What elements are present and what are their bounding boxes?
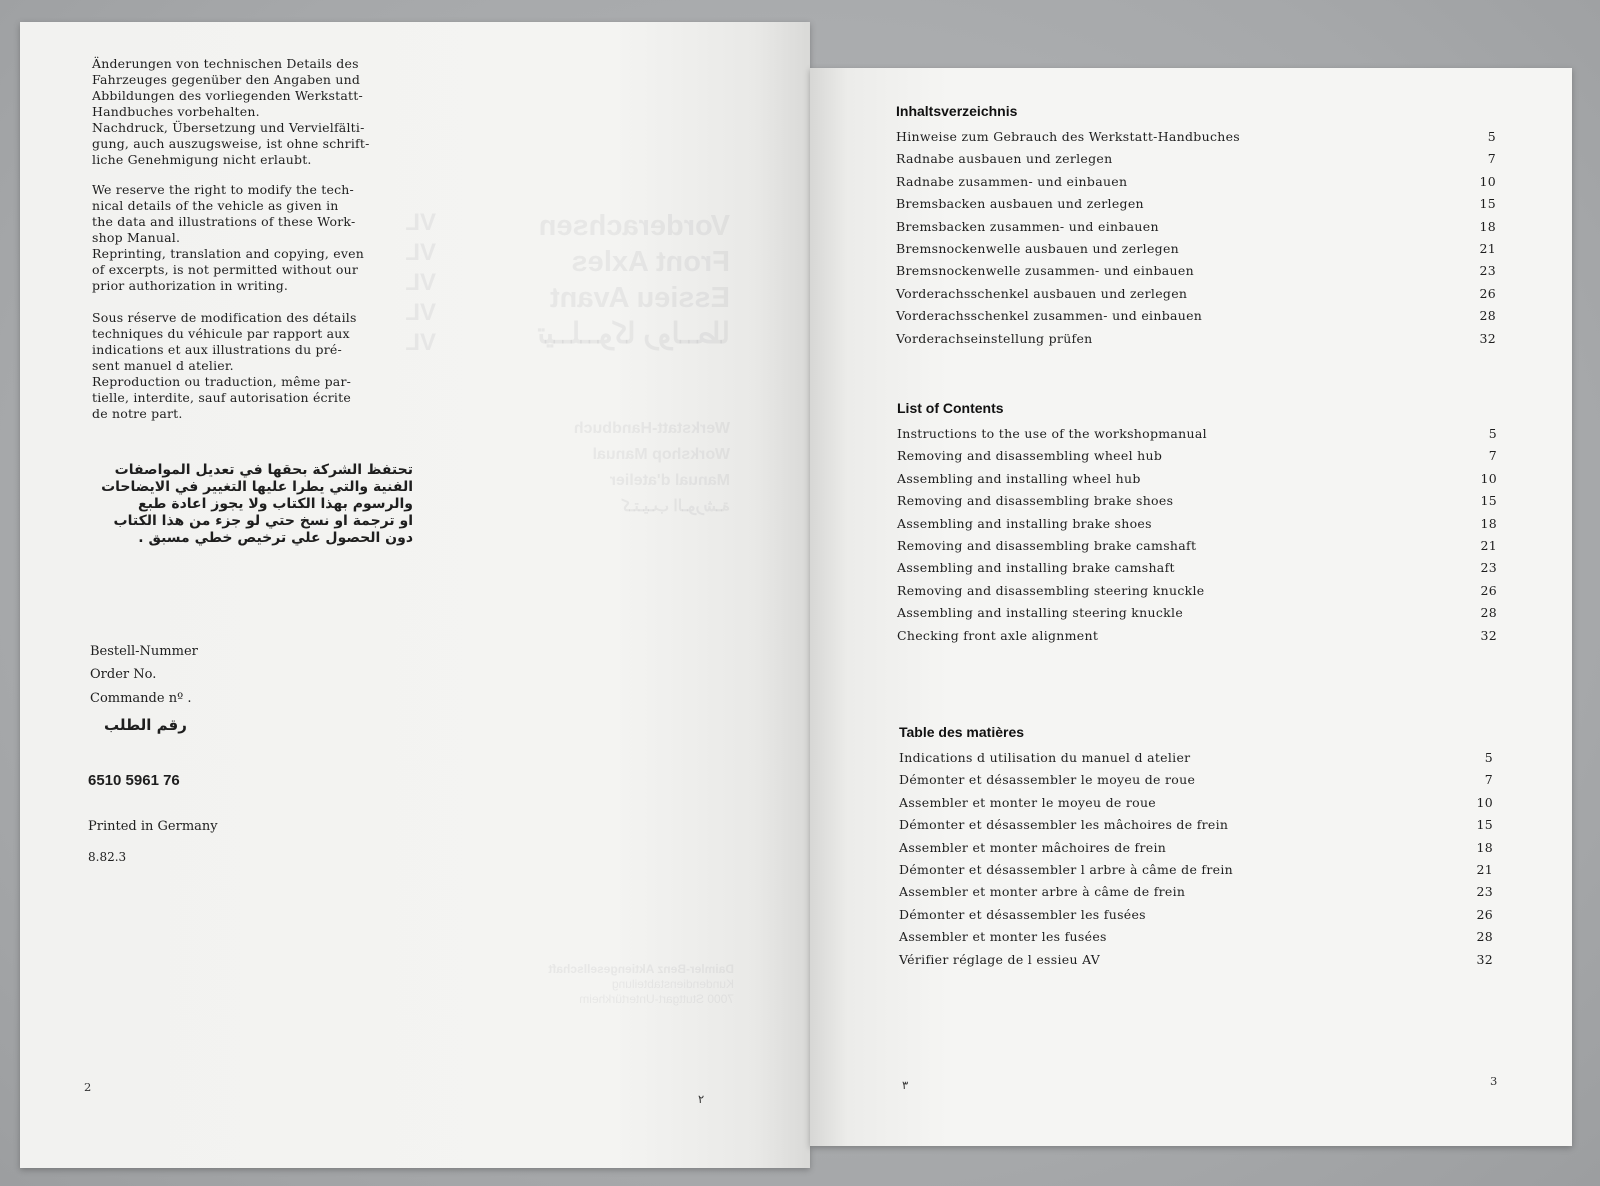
toc-entry-title: Vérifier réglage de l essieu AV xyxy=(899,951,1101,967)
right-page xyxy=(810,68,1572,1146)
legal-notice-ar-line: او ترجمة او نسخ حتي لو جزء من هذا الكتاب xyxy=(113,513,413,529)
showthrough-publisher-line: 7000 Stuttgart-Untertürkheim xyxy=(579,992,734,1006)
toc-entry xyxy=(897,493,1497,515)
showthrough-subtitle-line: Workshop Manual xyxy=(592,446,730,463)
toc-entry xyxy=(899,795,1493,817)
toc-entry xyxy=(897,560,1497,582)
toc-entry-page: 10 xyxy=(1479,173,1496,189)
toc-entry xyxy=(899,907,1493,929)
toc-section-de xyxy=(896,103,1496,353)
legal-notice-ar-line: الفنية والتي يطرا عليها التغيير في الايضاحات xyxy=(101,479,413,495)
toc-entry-title: Checking front axle alignment xyxy=(897,627,1099,643)
toc-entry xyxy=(897,516,1497,538)
order-label-ar: رقم الطلب xyxy=(104,716,187,734)
toc-entry-page: 7 xyxy=(1487,151,1496,167)
showthrough-subtitle-line: كـتـيـب الـورشـة xyxy=(621,498,730,515)
toc-entry-page: 26 xyxy=(1479,285,1496,301)
toc-entry xyxy=(896,331,1496,353)
toc-entry-page: 26 xyxy=(1476,906,1493,922)
toc-entry-page: 23 xyxy=(1476,884,1493,900)
legal-notice-text: Änderungen von technischen Details des Fahrzeuges gegenüber den Angaben und Abbildungen des vorliegenden Werkstatt- Handbuches vorbehalten. Nachdruck, Übersetzung und Vervielfälti- gung, auch auszugsweise, ist ohne schrift- liche Genehmigung nicht erlaubt. xyxy=(92,56,370,167)
toc-entry-title: Démonter et désassembler les mâchoires de frein xyxy=(899,817,1229,833)
toc-entry xyxy=(897,583,1497,605)
toc-entry xyxy=(897,426,1497,448)
legal-notice-ar-line: والرسوم بهذا الكتاب ولا يجوز اعادة طبع xyxy=(138,496,413,512)
left-page xyxy=(20,22,810,1168)
toc-entry-page: 21 xyxy=(1479,240,1496,256)
toc-entry xyxy=(896,151,1496,173)
toc-entry-page: 7 xyxy=(1488,448,1497,464)
toc-entry-page: 15 xyxy=(1479,196,1496,212)
toc-entry-title: Removing and disassembling steering knuckle xyxy=(897,582,1205,598)
toc-entry-page: 5 xyxy=(1484,750,1493,765)
toc-entry-page: 28 xyxy=(1479,308,1496,324)
toc-entry-title: Vorderachseinstellung prüfen xyxy=(896,330,1093,346)
toc-entry-page: 21 xyxy=(1476,861,1493,877)
legal-notice-text: Sous réserve de modification des détails techniques du véhicule par rapport aux indications et aux illustrations du pré- sent manuel d atelier. Reproduction ou traduction, même par- tielle, interdite, sauf autorisation écrite de notre part. xyxy=(92,310,357,421)
order-label-fr: Commande nº . xyxy=(90,691,192,706)
toc-entry xyxy=(896,308,1496,330)
toc-entry-title: Bremsbacken zusammen- und einbauen xyxy=(896,218,1159,234)
order-label-de: Bestell-Nummer xyxy=(90,644,198,659)
toc-entry-title: Radnabe zusammen- und einbauen xyxy=(896,173,1128,189)
toc-entry-page: 23 xyxy=(1479,263,1496,279)
toc-entry-title: Assembling and installing brake shoes xyxy=(897,515,1152,531)
showthrough-code: VL xyxy=(405,239,436,266)
toc-entry xyxy=(896,129,1496,151)
toc-entry-title: Instructions to the use of the workshopmanual xyxy=(897,426,1207,441)
toc-entry-title: Démonter et désassembler les fusées xyxy=(899,906,1146,922)
showthrough-code: VL xyxy=(405,269,436,296)
toc-entry-page: 18 xyxy=(1476,839,1493,855)
showthrough-code: VL xyxy=(405,299,436,326)
toc-entry-title: Bremsnockenwelle zusammen- und einbauen xyxy=(896,263,1194,279)
toc-heading: List of Contents xyxy=(897,400,1004,416)
toc-entry xyxy=(896,219,1496,241)
print-code: 8.82.3 xyxy=(88,850,127,864)
toc-entry xyxy=(896,263,1496,285)
legal-notice-en xyxy=(92,182,412,294)
toc-entry xyxy=(897,538,1497,560)
toc-entry-title: Bremsbacken ausbauen und zerlegen xyxy=(896,196,1144,212)
toc-entry-page: 18 xyxy=(1480,515,1497,531)
toc-entry xyxy=(897,471,1497,493)
toc-entry xyxy=(899,929,1493,951)
toc-entry-title: Assembler et monter les fusées xyxy=(899,929,1107,945)
page-number-ar: ٣ xyxy=(902,1078,909,1092)
toc-entry-page: 18 xyxy=(1479,218,1496,234)
showthrough-title-line: Essieu Avant xyxy=(550,282,730,314)
showthrough-publisher-line: Daimler-Benz Aktiengesellschaft xyxy=(548,962,734,976)
showthrough-subtitle xyxy=(540,416,730,520)
showthrough-code: VL xyxy=(405,209,436,236)
toc-entry-title: Assembler et monter arbre à câme de frein xyxy=(899,884,1186,900)
toc-entry xyxy=(899,840,1493,862)
toc-entry-page: 5 xyxy=(1488,426,1497,441)
toc-entry-page: 32 xyxy=(1479,330,1496,346)
toc-entry-title: Assembling and installing wheel hub xyxy=(897,470,1141,486)
toc-entry xyxy=(899,750,1493,772)
toc-entry-page: 15 xyxy=(1480,493,1497,509)
legal-notice-ar-line: دون الحصول علي ترخيص خطي مسبق . xyxy=(138,530,413,546)
toc-entry-title: Hinweise zum Gebrauch des Werkstatt-Handbuches xyxy=(896,129,1241,144)
showthrough-publisher-line: Kundendienstabteilung xyxy=(611,977,734,991)
showthrough-title-line: تيــلــوكا رولــطا xyxy=(537,318,730,350)
legal-notice-de xyxy=(92,56,412,168)
showthrough-title-line: Front Axles xyxy=(571,246,730,278)
toc-entry-page: 28 xyxy=(1480,605,1497,621)
toc-entry xyxy=(897,448,1497,470)
toc-entry-page: 10 xyxy=(1480,470,1497,486)
toc-entry-page: 10 xyxy=(1476,794,1493,810)
showthrough-code: VL xyxy=(405,329,436,356)
toc-entry-title: Assembler et monter le moyeu de roue xyxy=(899,794,1156,810)
toc-entry-page: 21 xyxy=(1480,537,1497,553)
legal-notice-fr xyxy=(92,310,412,422)
toc-entry xyxy=(899,862,1493,884)
toc-entry-title: Indications d utilisation du manuel d atelier xyxy=(899,750,1191,765)
showthrough-title-line: Vorderachsen xyxy=(538,210,730,242)
toc-heading: Table des matières xyxy=(899,724,1025,740)
toc-entry-title: Removing and disassembling wheel hub xyxy=(897,448,1163,464)
legal-notice-ar-line: تحتفظ الشركة بحقها في تعديل المواصفات xyxy=(114,462,413,478)
toc-entry xyxy=(896,196,1496,218)
showthrough-subtitle-line: Manual d'atelier xyxy=(609,472,730,489)
toc-entry-page: 7 xyxy=(1484,772,1493,788)
toc-entry xyxy=(899,817,1493,839)
printed-in: Printed in Germany xyxy=(88,819,218,834)
toc-section-fr xyxy=(899,724,1493,974)
toc-entry xyxy=(899,952,1493,974)
toc-entry-page: 32 xyxy=(1480,627,1497,643)
legal-notice-text: We reserve the right to modify the tech- nical details of the vehicle as given in the data and illustrations of these Work- shop Manual. Reprinting, translation and copying, even of excerpts, is not permitted without our prior authorization in writing. xyxy=(92,182,364,293)
toc-entry-title: Démonter et désassembler l arbre à câme de frein xyxy=(899,861,1233,877)
toc-entry-title: Radnabe ausbauen und zerlegen xyxy=(896,151,1113,167)
toc-entry-title: Démonter et désassembler le moyeu de roue xyxy=(899,772,1196,788)
toc-entry-page: 28 xyxy=(1476,929,1493,945)
toc-entry-page: 5 xyxy=(1487,129,1496,144)
showthrough-subtitle-line: Werkstatt-Handbuch xyxy=(573,420,730,437)
toc-section-en xyxy=(897,400,1497,650)
toc-entry xyxy=(899,884,1493,906)
toc-entry-page: 15 xyxy=(1476,817,1493,833)
toc-entry-title: Bremsnockenwelle ausbauen und zerlegen xyxy=(896,240,1180,256)
toc-heading: Inhaltsverzeichnis xyxy=(896,103,1018,119)
page-number-ar: ٢ xyxy=(698,1092,705,1106)
toc-entry xyxy=(899,772,1493,794)
toc-entry-title: Vorderachsschenkel ausbauen und zerlegen xyxy=(896,285,1188,301)
toc-entry xyxy=(897,605,1497,627)
toc-entry-title: Assembling and installing steering knuckle xyxy=(897,605,1184,621)
page-number: 3 xyxy=(1490,1074,1498,1088)
page-number: 2 xyxy=(84,1080,92,1094)
toc-entry-page: 32 xyxy=(1476,951,1493,967)
legal-notice-ar xyxy=(88,462,413,547)
order-label-en: Order No. xyxy=(90,667,157,682)
order-number: 6510 5961 76 xyxy=(88,772,180,789)
toc-entry-title: Assembler et monter mâchoires de frein xyxy=(899,839,1167,855)
toc-entry xyxy=(896,286,1496,308)
showthrough-title xyxy=(520,208,730,352)
toc-entry xyxy=(896,174,1496,196)
toc-entry-title: Vorderachsschenkel zusammen- und einbauen xyxy=(896,308,1203,324)
toc-entry xyxy=(896,241,1496,263)
toc-entry-page: 23 xyxy=(1480,560,1497,576)
showthrough-publisher xyxy=(474,962,734,1007)
toc-entry-title: Assembling and installing brake camshaft xyxy=(897,560,1175,576)
toc-entry-page: 26 xyxy=(1480,582,1497,598)
toc-entry-title: Removing and disassembling brake camshaft xyxy=(897,537,1197,553)
toc-entry xyxy=(897,628,1497,650)
toc-entry-title: Removing and disassembling brake shoes xyxy=(897,493,1174,509)
